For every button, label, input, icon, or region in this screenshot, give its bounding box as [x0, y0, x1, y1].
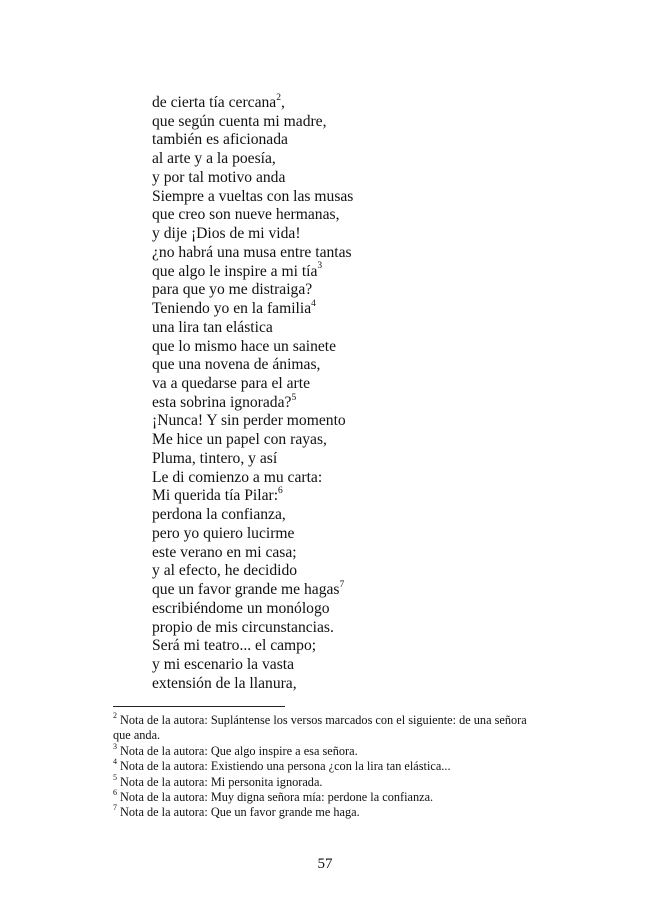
poem-line: Me hice un papel con rayas,	[152, 431, 327, 449]
footnote: $^2$ Nota de la autora: Suplántense los versos marcados con el siguiente: de una señora que anda.	[113, 710, 527, 743]
footnote-ref: 3	[317, 261, 323, 272]
footnote-number: 3	[113, 741, 117, 751]
poem-line: esta sobrina ignorada?$^5$	[152, 392, 297, 411]
footnote: $^6$ Nota de la autora: Muy digna señora mía: perdone la confianza.	[113, 787, 434, 805]
footnote-number: 4	[113, 757, 117, 767]
footnote-number: 6	[113, 787, 117, 797]
poem-line: extensión de la llanura,	[152, 674, 297, 692]
poem-line: Será mi teatro... el campo;	[152, 637, 317, 655]
poem-line: que lo mismo hace un sainete	[152, 337, 337, 355]
poem-line: y mi escenario la vasta	[152, 656, 295, 674]
footnote: $^3$ Nota de la autora: Que algo inspire a esa señora.	[113, 741, 358, 758]
poem-line: Siempre a vueltas con las musas	[152, 187, 354, 205]
footnote-ref: 2	[276, 92, 281, 103]
footnote: $^7$ Nota de la autora: Que un favor grande me haga.	[113, 803, 360, 820]
poem-line: de cierta tía cercana$^2$,	[152, 92, 285, 111]
poem-line: ¿no habrá una musa entre tantas	[152, 243, 352, 261]
poem-line: para que yo me distraiga?	[152, 281, 313, 299]
footnote-ref: 6	[278, 486, 283, 497]
poem-line: Mi querida tía Pilar:$^6$	[152, 486, 283, 505]
footnote-number: 7	[113, 803, 117, 813]
footnote-ref: 5	[291, 392, 297, 403]
poem-line: que una novena de ánimas,	[152, 356, 321, 374]
footnote-ref: 7	[339, 579, 345, 590]
footnote-separator	[113, 706, 285, 707]
footnotes	[113, 710, 543, 821]
poem-line: y por tal motivo anda	[152, 168, 286, 186]
poem-line: va a quedarse para el arte	[152, 375, 311, 393]
poem-line: y al efecto, he decidido	[152, 562, 298, 580]
poem-line: que un favor grande me hagas$^7$	[152, 579, 345, 599]
poem-line: que creo son nueve hermanas,	[152, 206, 340, 224]
poem-line: una lira tan elástica	[152, 318, 273, 336]
poem-line: escribiéndome un monólogo	[152, 599, 330, 617]
poem-line: Le di comienzo a mu carta:	[152, 468, 323, 486]
poem-text	[152, 94, 353, 694]
poem-line: al arte y a la poesía,	[152, 150, 276, 168]
poem-line: Teniendo yo en la familia$^4$	[152, 298, 316, 318]
footnote-ref: 4	[311, 298, 316, 309]
footnote-number: 5	[113, 772, 117, 782]
footnote-number: 2	[113, 710, 117, 720]
poem-line: y dije ¡Dios de mi vida!	[152, 225, 301, 243]
poem-line: que algo le inspire a mi tía$^3$	[152, 261, 323, 280]
poem-line: pero yo quiero lucirme	[152, 524, 295, 542]
poem-line: Pluma, tintero, y así	[152, 449, 278, 467]
footnote: $^4$ Nota de la autora: Existiendo una persona ¿con la lira tan elástica...	[113, 757, 451, 774]
footnote: $^5$ Nota de la autora: Mi personita ignorada.	[113, 772, 323, 789]
page-number: 57	[317, 856, 333, 872]
poem-line: ¡Nunca! Y sin perder momento	[152, 412, 346, 430]
poem-line: perdona la confianza,	[152, 506, 286, 524]
poem-line: que según cuenta mi madre,	[152, 112, 327, 130]
poem-line: también es aficionada	[152, 131, 288, 149]
poem-line: este verano en mi casa;	[152, 543, 297, 561]
poem-line: propio de mis circunstancias.	[152, 618, 334, 636]
